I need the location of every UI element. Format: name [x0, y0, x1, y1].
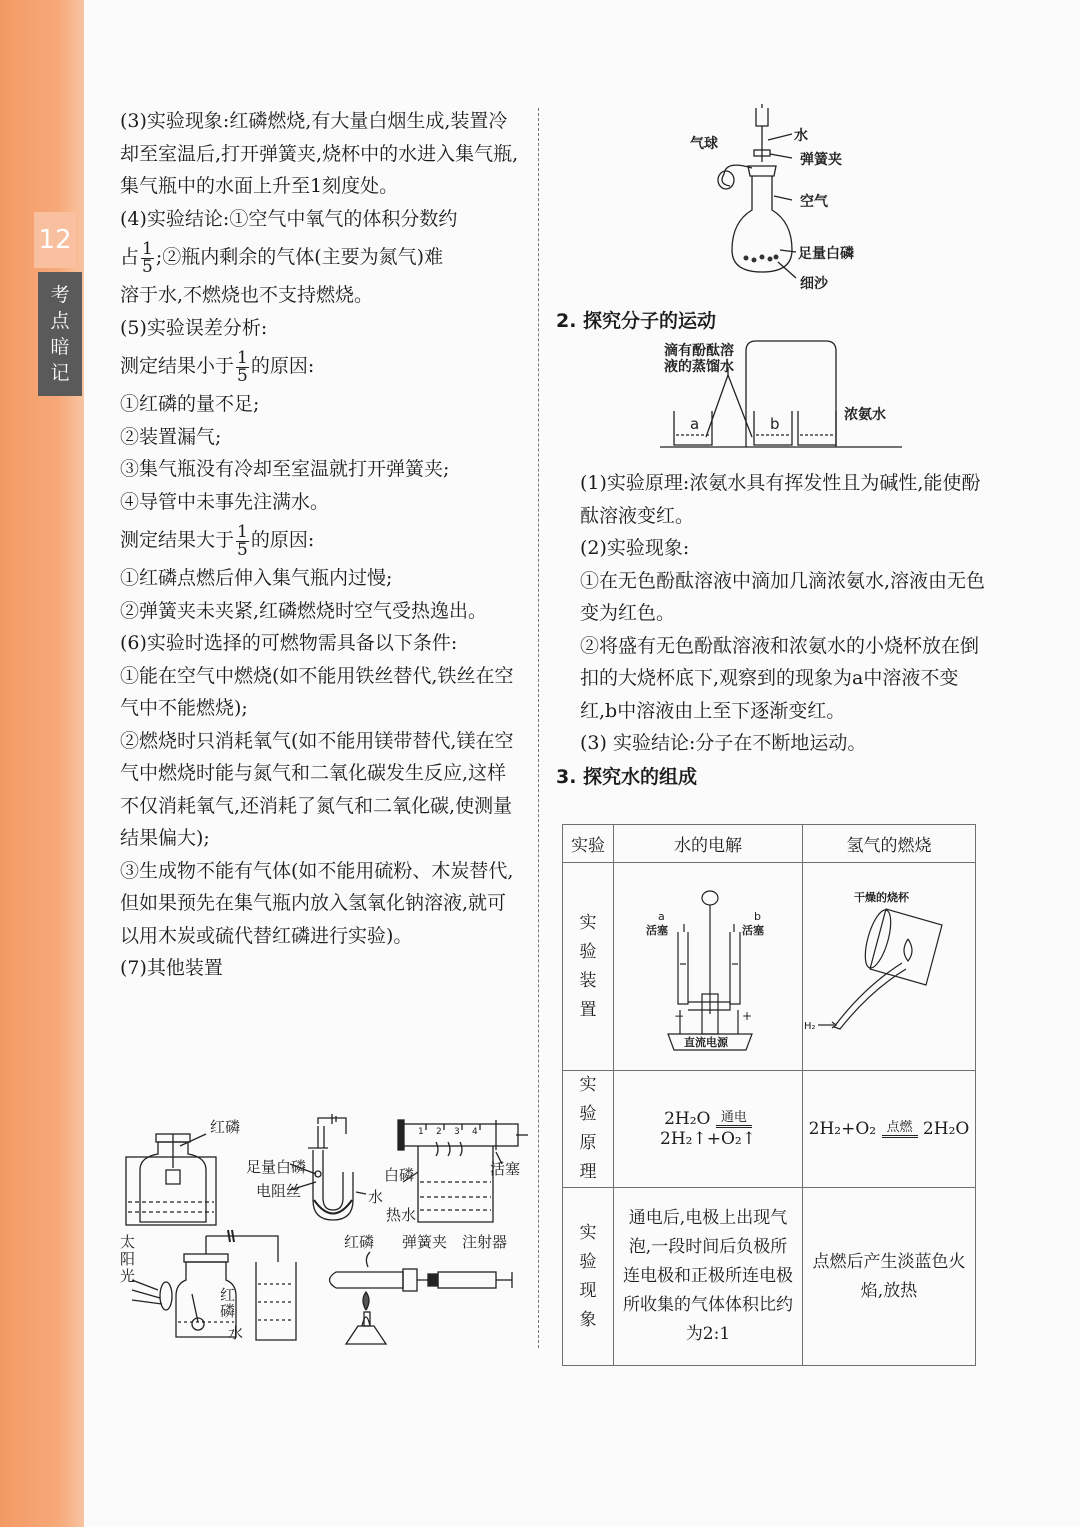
list-item: ①红磷的量不足; — [120, 393, 260, 415]
fig-label: a — [658, 910, 665, 923]
eq-arrow — [882, 1121, 918, 1138]
list-item: ①能在空气中燃烧(如不能用铁丝替代,铁丝在空气中不能燃烧); — [120, 664, 514, 719]
text-fragment: 占 — [120, 246, 140, 268]
fig-label: − — [674, 1009, 685, 1023]
paragraph-error-analysis: (5)实验误差分析: — [120, 316, 268, 339]
tab-char: 点 — [50, 310, 70, 332]
tab-char: 暗 — [50, 336, 70, 358]
fig-label: 足量白磷 — [246, 1158, 307, 1176]
page-number: 12 — [34, 212, 76, 268]
fig-label: 滴有酚酞溶 — [664, 343, 734, 359]
paragraph-phenomenon: (2)实验现象: — [580, 537, 690, 559]
electrolysis-figure-cell — [614, 863, 803, 1071]
molecule-text — [556, 467, 986, 760]
fig-label: 阳 — [120, 1250, 136, 1268]
fig-label: 空气 — [800, 194, 828, 210]
fraction-one-fifth — [236, 521, 249, 560]
flask-apparatus-figure — [556, 100, 986, 300]
list-item: ③集气瓶没有冷却至室温就打开弹簧夹; — [120, 458, 450, 480]
table-cell: 通电后,电极上出现气泡,一段时间后负极所连电极和正极所连电极所收集的气体体积比约为2:1 — [614, 1188, 803, 1366]
right-column — [556, 100, 986, 789]
equation-combustion — [803, 1071, 976, 1188]
text-fragment: ;②瓶内剩余的气体(主要为氮气)难 — [155, 246, 444, 268]
table-row-label: 实验现象 — [563, 1188, 614, 1366]
fig-label: 浓氨水 — [844, 407, 886, 423]
text-fragment: 测定结果小于 — [120, 355, 235, 377]
electrolysis-figure — [618, 874, 798, 1054]
paragraph-conditions: (6)实验时选择的可燃物需具备以下条件: — [120, 632, 458, 654]
paragraph-other-devices: (7)其他装置 — [120, 957, 223, 979]
fig-label: 足量白磷 — [798, 246, 854, 262]
beaker-label: a — [690, 415, 700, 433]
scale-label: 3 — [454, 1127, 460, 1137]
paragraph-conclusion-2 — [120, 235, 520, 279]
combustion-figure-cell — [803, 863, 976, 1071]
table-row-label: 实验装置 — [563, 863, 614, 1071]
tab-char: 考 — [50, 284, 70, 306]
fig-label: 注射器 — [462, 1233, 508, 1251]
fig-label: 气球 — [690, 136, 718, 152]
scale-label: 1 — [418, 1127, 424, 1137]
fraction-one-fifth — [236, 347, 249, 386]
text-fragment: 的原因: — [250, 355, 315, 377]
paragraph-principle: (1)实验原理:浓氨水具有挥发性且为碱性,能使酚酞溶液变红。 — [580, 472, 981, 527]
list-item: ①在无色酚酞溶液中滴加几滴浓氨水,溶液由无色变为红色。 — [580, 569, 986, 624]
paragraph-phenomenon: (3)实验现象:红磷燃烧,有大量白烟生成,装置冷却至室温后,打开弹簧夹,烧杯中的水进入集气瓶,集气瓶中的水面上升至1刻度处。 — [120, 110, 519, 197]
section-heading-molecule: 2. 探究分子的运动 — [556, 310, 717, 332]
fig-label: b — [754, 910, 761, 923]
table-header: 氢气的燃烧 — [803, 825, 976, 863]
fig-label: 弹簧夹 — [402, 1233, 448, 1251]
section-tab — [38, 272, 82, 396]
table-cell: 点燃后产生淡蓝色火焰,放热 — [803, 1188, 976, 1366]
frac-num: 1 — [237, 347, 248, 368]
less-than-heading — [120, 344, 520, 388]
fig-label: + — [742, 1009, 753, 1023]
scale-label: 4 — [472, 1127, 478, 1137]
fig-label: H₂ — [804, 1021, 816, 1032]
list-item: ②弹簧夹未夹紧,红磷燃烧时空气受热逸出。 — [120, 599, 488, 622]
list-item: ④导管中未事先注满水。 — [120, 490, 330, 513]
fig-label: 磷 — [220, 1302, 236, 1320]
section-heading-water: 3. 探究水的组成 — [556, 765, 698, 788]
fig-label: 弹簧夹 — [800, 152, 842, 168]
fig-label: 水 — [794, 128, 808, 144]
fig-label: 活塞 — [646, 924, 668, 937]
fig-label: 细沙 — [800, 276, 828, 292]
fig-label: 活塞 — [742, 924, 764, 937]
fig-label: 水 — [368, 1188, 384, 1206]
fig-label: 光 — [120, 1267, 136, 1285]
list-item: ②将盛有无色酚酞溶液和浓氨水的小烧杯放在倒扣的大烧杯底下,观察到的现象为a中溶液不变红,b中溶液由上至下逐渐变红。 — [580, 634, 980, 722]
frac-num: 1 — [237, 521, 248, 542]
paragraph-conclusion-3: 溶于水,不燃烧也不支持燃烧。 — [120, 284, 374, 306]
eq-left: 2H₂+O₂ — [808, 1119, 877, 1139]
eq-condition: 通电 — [720, 1110, 747, 1125]
table-row-label: 实验原理 — [563, 1071, 614, 1188]
fig-label: 红 — [220, 1286, 236, 1304]
text-fragment: 测定结果大于 — [120, 529, 235, 551]
list-item: ③生成物不能有气体(如不能用硫粉、木炭替代,但如果预先在集气瓶内放入氢氧化钠溶液,就可以用木炭或硫代替红磷进行实验)。 — [120, 859, 514, 947]
frac-num: 1 — [142, 238, 153, 259]
fig-label: 活塞 — [490, 1160, 521, 1178]
tab-char: 记 — [50, 362, 70, 384]
fig-label: 电阻丝 — [256, 1182, 302, 1200]
table-header: 实验 — [563, 825, 614, 863]
list-item: ②燃烧时只消耗氧气(如不能用镁带替代,镁在空气中燃烧时能与氮气和二氧化碳发生反应,这样不仅消耗氧气,还消耗了氮气和二氧化碳,使测量结果偏大); — [120, 729, 514, 849]
table-header: 水的电解 — [614, 825, 803, 863]
other-devices-figure — [118, 1112, 528, 1352]
equation-electrolysis — [614, 1071, 803, 1188]
fraction-one-fifth — [141, 238, 154, 277]
fig-label: 热水 — [386, 1206, 417, 1224]
paragraph-conclusion: (3) 实验结论:分子在不断地运动。 — [580, 732, 867, 754]
eq-right: 2H₂O — [922, 1119, 970, 1139]
fig-label: 水 — [228, 1324, 244, 1342]
fig-label: 红磷 — [344, 1233, 375, 1251]
eq-left: 2H₂O — [664, 1109, 711, 1129]
fig-label: 干燥的烧杯 — [854, 891, 909, 904]
eq-arrow — [716, 1111, 752, 1128]
frac-den: 5 — [237, 539, 248, 560]
fig-label: 液的蒸馏水 — [664, 359, 734, 375]
molecule-motion-figure — [556, 337, 986, 457]
beaker-label: b — [770, 415, 780, 433]
frac-den: 5 — [142, 256, 153, 277]
frac-den: 5 — [237, 365, 248, 386]
scale-label: 2 — [436, 1127, 442, 1137]
eq-right: 2H₂↑+O₂↑ — [660, 1129, 756, 1149]
water-composition-table — [562, 824, 976, 1366]
combustion-figure — [804, 879, 974, 1049]
more-than-heading — [120, 518, 520, 562]
list-item: ①红磷点燃后伸入集气瓶内过慢; — [120, 567, 393, 589]
fig-label: 红磷 — [210, 1118, 241, 1136]
paragraph-conclusion-1: (4)实验结论:①空气中氧气的体积分数约 — [120, 207, 458, 230]
eq-condition: 点燃 — [886, 1120, 913, 1135]
left-column — [120, 105, 520, 985]
fig-label: 直流电源 — [684, 1036, 728, 1049]
text-fragment: 的原因: — [250, 529, 315, 551]
fig-label: 白磷 — [384, 1166, 415, 1184]
list-item: ②装置漏气; — [120, 425, 222, 448]
column-divider — [538, 108, 540, 1348]
fig-label: 太 — [120, 1233, 136, 1251]
